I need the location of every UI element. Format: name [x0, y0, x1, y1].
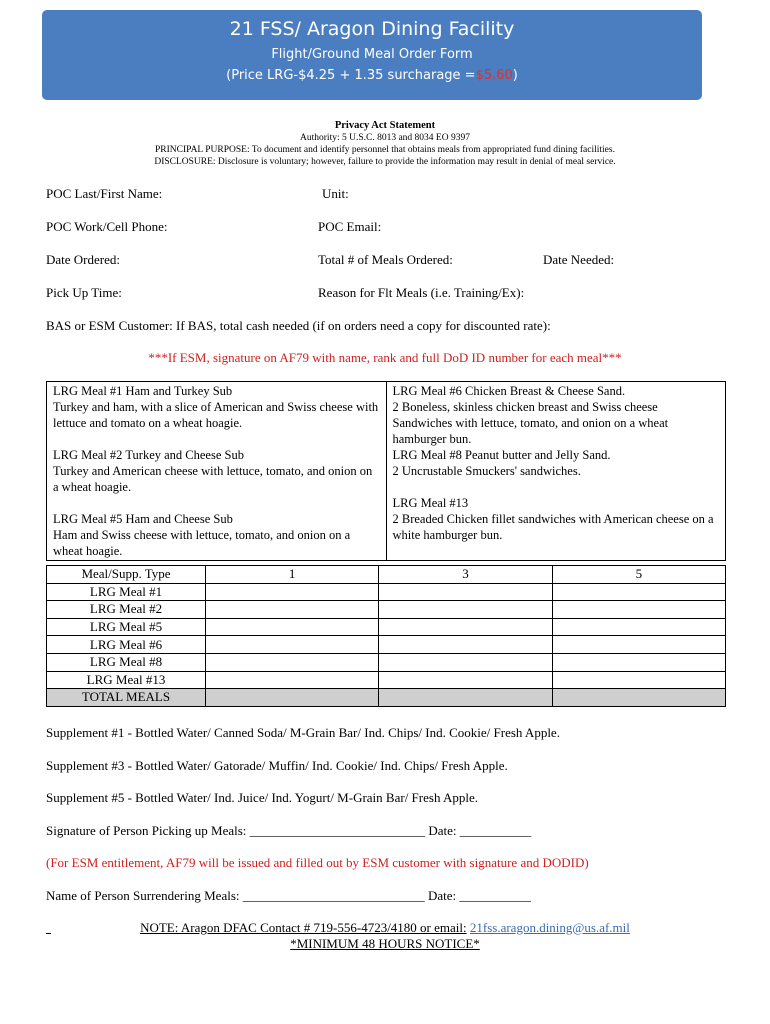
qty-cell-supp3[interactable] — [379, 618, 552, 636]
menu-item-name: LRG Meal #5 Ham and Cheese Sub — [53, 512, 233, 526]
menu-item-desc: Ham and Swiss cheese with lettuce, tomato, and onion on a wheat hoagie. — [53, 528, 351, 558]
qty-cell-supp1[interactable] — [206, 601, 379, 619]
column-header: 5 — [552, 566, 725, 584]
poc-email-label: POC Email: — [318, 219, 382, 234]
column-header: 3 — [379, 566, 552, 584]
table-row — [47, 671, 726, 689]
qty-cell-supp1[interactable] — [206, 583, 379, 601]
row-label: LRG Meal #13 — [47, 671, 206, 689]
meal-menu-table — [46, 381, 726, 561]
total-cell-supp5[interactable] — [552, 689, 725, 707]
contact-email-link[interactable]: 21fss.aragon.dining@us.af.mil — [469, 920, 630, 935]
qty-cell-supp1[interactable] — [206, 653, 379, 671]
contact-note — [0, 920, 770, 952]
table-row — [47, 583, 726, 601]
total-meals-label: Total # of Meals Ordered: — [318, 252, 453, 267]
price-line: (Price LRG-$4.25 + 1.35 surcharage =$5.60) — [226, 68, 518, 83]
esm-signature-note: ***If ESM, signature on AF79 with name, rank and full DoD ID number for each meal*** — [148, 350, 622, 365]
poc-phone-label: POC Work/Cell Phone: — [46, 219, 168, 234]
qty-cell-supp3[interactable] — [379, 601, 552, 619]
menu-left-column — [47, 382, 387, 561]
reason-label: Reason for Flt Meals (i.e. Training/Ex): — [318, 285, 525, 300]
privacy-purpose: PRINCIPAL PURPOSE: To document and identify personnel that obtains meals from appropriated fund dining facilities. — [155, 145, 615, 155]
supplement-5: Supplement #5 - Bottled Water/ Ind. Juice/ Ind. Yogurt/ M-Grain Bar/ Fresh Apple. — [46, 790, 478, 805]
pickup-signature-line[interactable]: Signature of Person Picking up Meals: ___________________________ Date: ___________ — [46, 823, 532, 838]
menu-item — [53, 383, 380, 431]
qty-cell-supp1[interactable] — [206, 671, 379, 689]
menu-item-name: LRG Meal #8 Peanut butter and Jelly Sand. — [392, 448, 611, 462]
privacy-authority: Authority: 5 U.S.C. 8013 and 8034 EO 9397 — [300, 133, 470, 143]
table-row — [47, 653, 726, 671]
menu-item-desc: 2 Uncrustable Smuckers' sandwiches. — [392, 464, 581, 478]
row-label: LRG Meal #6 — [47, 636, 206, 654]
pickup-time-label: Pick Up Time: — [46, 285, 122, 300]
qty-cell-supp5[interactable] — [552, 583, 725, 601]
unit-label: Unit: — [322, 186, 349, 201]
privacy-heading: Privacy Act Statement — [334, 120, 436, 131]
form-subtitle: Flight/Ground Meal Order Form — [271, 47, 473, 62]
total-label: TOTAL MEALS — [47, 689, 206, 707]
menu-item-desc: Turkey and American cheese with lettuce, tomato, and onion on a wheat hoagie. — [53, 464, 373, 494]
bas-esm-label: BAS or ESM Customer: If BAS, total cash needed (if on orders need a copy for discounted rate): — [46, 318, 551, 333]
menu-item — [393, 383, 720, 447]
privacy-disclosure: DISCLOSURE: Disclosure is voluntary; however, failure to provide the information may result in denial of meal service. — [154, 157, 616, 167]
row-label: LRG Meal #2 — [47, 601, 206, 619]
menu-item — [393, 495, 720, 543]
column-header: 1 — [206, 566, 379, 584]
total-cell-supp1[interactable] — [206, 689, 379, 707]
menu-item-name: LRG Meal #1 Ham and Turkey Sub — [53, 384, 233, 398]
menu-item-name: LRG Meal #2 Turkey and Cheese Sub — [53, 448, 244, 462]
header-banner — [42, 10, 702, 100]
menu-item-desc: Turkey and ham, with a slice of American and Swiss cheese with lettuce and tomato on a wheat hoagie. — [53, 400, 379, 430]
table-row — [47, 601, 726, 619]
menu-item — [53, 447, 380, 495]
minimum-notice: *MINIMUM 48 HOURS NOTICE* — [290, 936, 480, 951]
qty-cell-supp1[interactable] — [206, 618, 379, 636]
menu-item-desc: 2 Boneless, skinless chicken breast and Swiss cheese Sandwiches with lettuce, tomato, and onion on a wheat hamburger bun. — [392, 400, 669, 446]
date-needed-label: Date Needed: — [543, 252, 615, 267]
supplement-1: Supplement #1 - Bottled Water/ Canned Soda/ M-Grain Bar/ Ind. Chips/ Ind. Cookie/ Fresh Apple. — [46, 725, 560, 740]
order-quantity-table — [46, 565, 726, 707]
menu-item-desc: 2 Breaded Chicken fillet sandwiches with American cheese on a white hamburger bun. — [392, 512, 714, 542]
table-header-row — [47, 566, 726, 584]
form-title: 21 FSS/ Aragon Dining Facility — [229, 18, 515, 40]
contact-text: NOTE: Aragon DFAC Contact # 719-556-4723/4180 or email: — [140, 920, 467, 935]
contact-line — [0, 920, 770, 936]
menu-item — [393, 447, 720, 479]
privacy-act-statement — [0, 120, 770, 168]
price-total: $5.60 — [475, 68, 513, 83]
menu-item — [53, 511, 380, 559]
total-row — [47, 689, 726, 707]
qty-cell-supp5[interactable] — [552, 601, 725, 619]
qty-cell-supp5[interactable] — [552, 636, 725, 654]
esm-entitlement-note: (For ESM entitlement, AF79 will be issued and filled out by ESM customer with signature and DODID) — [46, 855, 589, 870]
qty-cell-supp1[interactable] — [206, 636, 379, 654]
row-label: LRG Meal #8 — [47, 653, 206, 671]
date-ordered-label: Date Ordered: — [46, 252, 120, 267]
surrender-name-line[interactable]: Name of Person Surrendering Meals: ____________________________ Date: ___________ — [46, 888, 531, 903]
qty-cell-supp3[interactable] — [379, 653, 552, 671]
supplement-3: Supplement #3 - Bottled Water/ Gatorade/ Muffin/ Ind. Cookie/ Ind. Chips/ Fresh Apple. — [46, 758, 508, 773]
qty-cell-supp3[interactable] — [379, 583, 552, 601]
menu-item-name: LRG Meal #6 Chicken Breast & Cheese Sand. — [392, 384, 626, 398]
menu-item-name: LRG Meal #13 — [392, 496, 469, 510]
table-row — [47, 636, 726, 654]
qty-cell-supp5[interactable] — [552, 618, 725, 636]
column-header: Meal/Supp. Type — [47, 566, 206, 584]
menu-right-column — [386, 382, 726, 561]
qty-cell-supp5[interactable] — [552, 671, 725, 689]
row-label: LRG Meal #5 — [47, 618, 206, 636]
qty-cell-supp5[interactable] — [552, 653, 725, 671]
poc-name-label: POC Last/First Name: — [46, 186, 163, 201]
qty-cell-supp3[interactable] — [379, 636, 552, 654]
table-row — [47, 618, 726, 636]
total-cell-supp3[interactable] — [379, 689, 552, 707]
row-label: LRG Meal #1 — [47, 583, 206, 601]
qty-cell-supp3[interactable] — [379, 671, 552, 689]
